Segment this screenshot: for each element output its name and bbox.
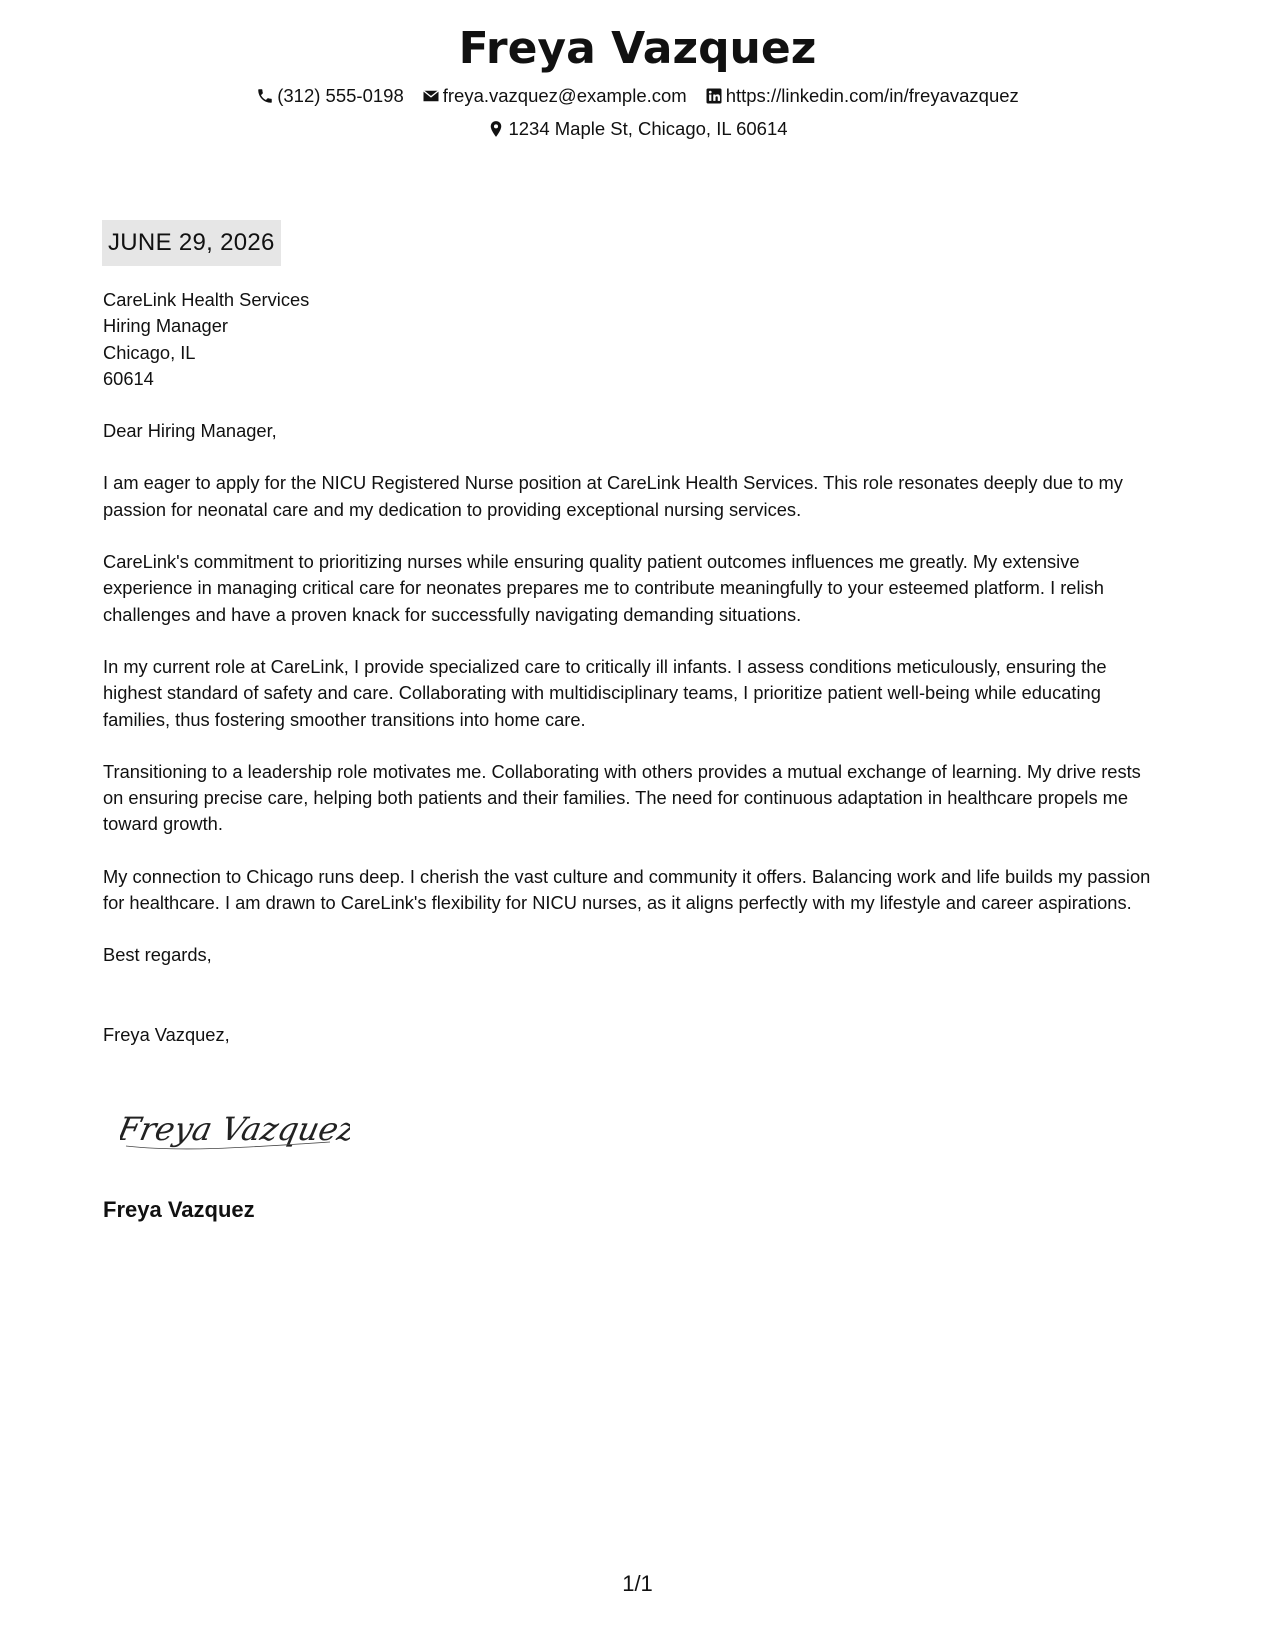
printed-name: Freya Vazquez [103,1197,255,1222]
letter-header [0,22,1275,141]
envelope-icon [422,87,440,105]
paragraph-3: In my current role at CareLink, I provide specialized care to critically ill infants. I assess conditions meticulously, ensuring the highest standard of safety and care. Collaborating with multidisciplinary teams, I prioritize patient well-being while educating families, thus fostering smoother transitions into home care. [103,655,1107,730]
paragraph-2: CareLink's commitment to prioritizing nurses while ensuring quality patient outcomes influences me greatly. My extensive experience in managing critical care for neonates prepares me to contribute meaningfully to your esteemed platform. I relish challenges and have a proven knack for successfully navigating demanding situations. [103,551,1104,625]
linkedin-contact [705,84,1019,108]
applicant-name: Freya Vazquez [458,23,817,74]
address-contact [487,117,787,141]
paragraph-5: My connection to Chicago runs deep. I cherish the vast culture and community it offers. Balancing work and life builds my passion for healthcare. I am drawn to CareLink's flexibility for NICU nurses, as it aligns perfectly with my lifestyle and career aspirations. [103,865,1151,914]
linkedin-icon [705,87,723,105]
recipient-city: Chicago, IL [103,341,196,363]
email-link[interactable]: freya.vazquez@example.com [442,85,687,106]
address-text: 1234 Maple St, Chicago, IL 60614 [508,118,788,139]
email-contact [422,84,687,108]
phone-contact [256,84,404,108]
closing: Best regards, [103,944,212,966]
page-number: 1/1 [622,1571,653,1596]
map-pin-icon [487,120,505,138]
closing-name: Freya Vazquez, [103,1023,230,1045]
recipient-zip: 60614 [103,367,154,389]
recipient-company: CareLink Health Services [103,289,310,310]
recipient-block [103,287,1153,392]
signature-text: Freya Vazquez [120,1110,350,1148]
paragraph-1: I am eager to apply for the NICU Registered Nurse position at CareLink Health Services. This role resonates deeply due to my passion for neonatal care and my dedication to providing exceptional nursing services. [103,472,1123,520]
phone-icon [256,87,274,105]
phone-number: (312) 555-0198 [277,85,404,106]
linkedin-link[interactable]: https://linkedin.com/in/freyavazquez [725,85,1019,106]
paragraph-4: Transitioning to a leadership role motivates me. Collaborating with others provides a mutual exchange of learning. My drive rests on ensuring precise care, helping both patients and their families. The need for continuous adaptation in healthcare propels me toward growth. [103,760,1141,835]
contact-line [0,84,1275,108]
address-line [0,117,1275,141]
letter-date: JUNE 29, 2026 [102,220,281,266]
salutation: Dear Hiring Manager, [103,420,277,442]
handwritten-signature [120,1102,350,1162]
recipient-title: Hiring Manager [103,315,228,337]
letter-body [103,287,1153,1048]
